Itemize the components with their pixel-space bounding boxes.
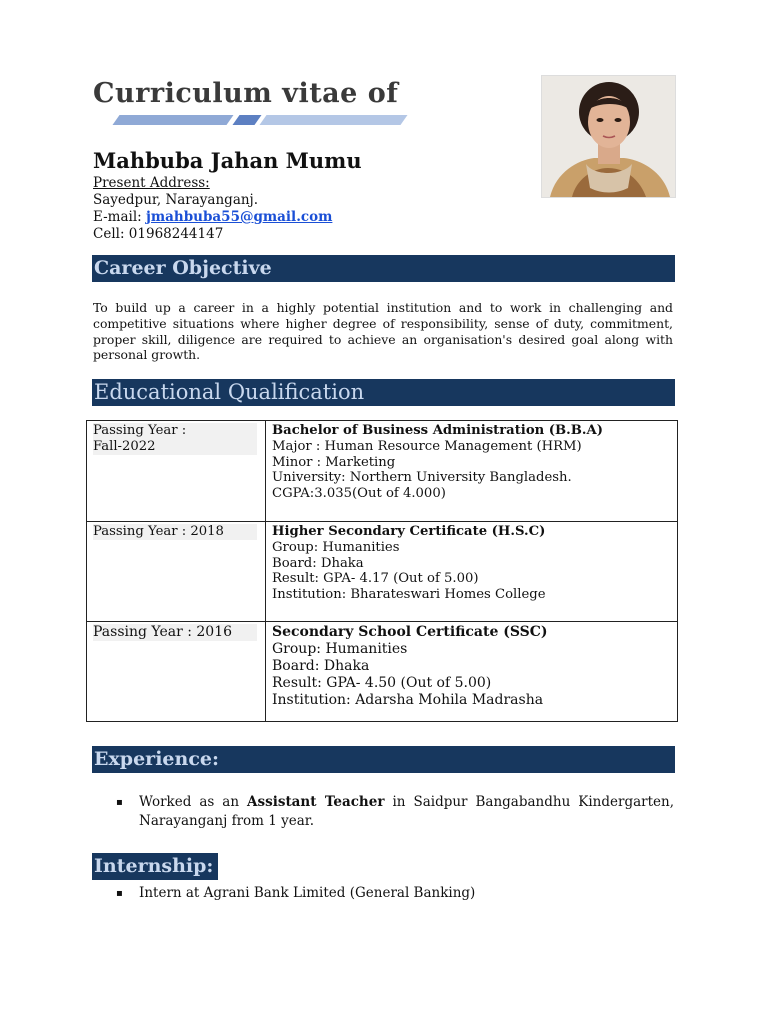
detail-line: Result: GPA- 4.50 (Out of 5.00) [272,675,492,691]
title-underline-bar [116,115,404,125]
experience-text [139,793,674,831]
experience-text-start: Worked as an [139,794,248,810]
career-objective-heading: Career Objective [92,255,675,282]
address-value: Sayedpur, Narayanganj. [93,192,259,208]
education-heading: Educational Qualification [92,379,675,406]
year-cell [87,622,266,722]
detail-line: Board: Dhaka [272,555,364,571]
year-cell [87,421,266,522]
detail-line: Board: Dhaka [272,658,370,674]
detail-line: Minor : Marketing [272,454,396,470]
detail-line: Major : Human Resource Management (HRM) [272,438,582,454]
degree-title: Higher Secondary Certificate (H.S.C) [272,524,546,539]
details-cell [266,622,678,722]
degree-title: Secondary School Certificate (SSC) [272,624,548,640]
title-bar-segment-2 [232,115,261,125]
detail-line: Result: GPA- 4.17 (Out of 5.00) [272,571,479,587]
detail-line: University: Northern University Bangladesh. [272,470,572,486]
education-table [86,420,678,722]
table-row [87,622,678,722]
email-link[interactable]: jmahbuba55@gmail.com [146,209,333,225]
cell-label: Cell: [93,226,129,242]
degree-title: Bachelor of Business Administration (B.B.A) [272,423,603,438]
cell-row [93,226,223,243]
detail-line: Group: Humanities [272,539,400,555]
year-label: Passing Year : [93,423,257,439]
title-bar-segment-1 [112,115,233,125]
year-value: Fall-2022 [93,439,257,455]
experience-text-end: in Saidpur Bangabandhu Kindergarten, Narayanganj from 1 year. [139,794,674,829]
year-cell [87,522,266,622]
detail-line: Institution: Adarsha Mohila Madrasha [272,692,544,708]
profile-photo [541,75,676,198]
detail-line: CGPA:3.035(Out of 4.000) [272,486,446,502]
cell-value: 01968244147 [128,226,224,242]
candidate-name: Mahbuba Jahan Mumu [93,148,362,173]
experience-heading: Experience: [92,746,675,773]
email-row [93,209,332,226]
table-row [87,522,678,622]
details-cell [266,522,678,622]
internship-text: Intern at Agrani Bank Limited (General Banking) [139,885,476,901]
internship-heading: Internship: [92,853,218,880]
career-objective-text: To build up a career in a highly potential institution and to work in challenging and competitive situations where higher degree of responsibility, sense of duty, commitment, proper skill, diligence are required to achieve an organisation's desired goal along with personal growth. [93,300,673,363]
details-cell [266,421,678,522]
experience-role: Assistant Teacher [247,794,385,810]
detail-line: Group: Humanities [272,641,408,657]
email-label: E-mail: [93,209,146,225]
bullet-icon: ▪ [116,888,123,899]
address-label: Present Address: [93,175,210,191]
title-bar-segment-3 [259,115,407,125]
cv-title: Curriculum vitae of [93,78,399,109]
table-row [87,421,678,522]
year-label: Passing Year : 2018 [93,524,257,540]
year-label: Passing Year : 2016 [93,624,257,641]
bullet-icon: ▪ [116,797,123,808]
detail-line: Institution: Bharateswari Homes College [272,587,546,603]
